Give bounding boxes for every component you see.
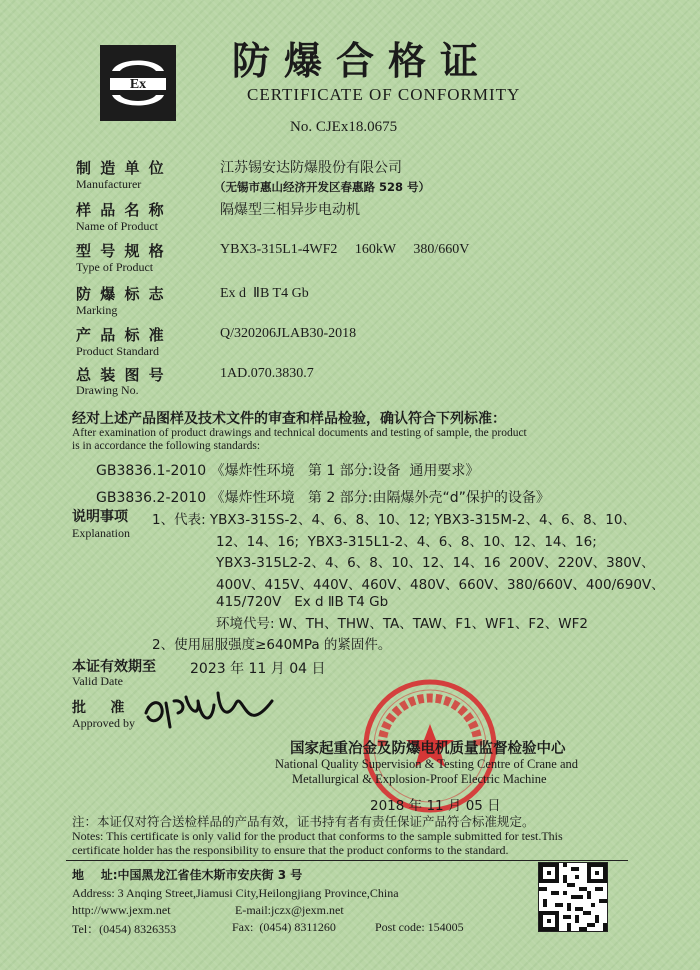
svg-text:Ex: Ex	[129, 77, 147, 92]
product-name-value: 隔爆型三相异步电动机	[220, 202, 360, 218]
valid-date-label-zh: 本证有效期至	[72, 659, 156, 675]
standard-item: GB3836.1-2010 《爆炸性环境 第 1 部分:设备 通用要求》	[96, 463, 480, 479]
product-type-label-en: Type of Product	[76, 260, 154, 274]
explanation-line: 2、使用屈服强度≥640MPa 的紧固件。	[152, 637, 392, 653]
certificate-title-zh: 防爆合格证	[232, 39, 493, 83]
explanation-line: YBX3-315L2-2、4、6、8、10、12、14、16 200V、220V、380V、	[216, 555, 655, 571]
product-type-value: YBX3-315L1-4WF2 160kW 380/660V	[220, 242, 470, 257]
examination-statement-en-1: After examination of product drawings and technical documents and testing of sample, the product	[72, 427, 527, 439]
valid-date-value: 2023 年 11 月 04 日	[190, 661, 326, 677]
examination-statement-zh: 经对上述产品图样及技术文件的审查和样品检验，确认符合下列标准：	[72, 411, 506, 427]
issuer-name-en-1: National Quality Supervision & Testing Centre of Crane and	[275, 757, 579, 771]
marking-label-zh: 防 爆 标 志	[76, 285, 166, 303]
explanation-label-en: Explanation	[72, 526, 130, 540]
manufacturer-value: 江苏锡安达防爆股份有限公司	[220, 160, 402, 176]
ex-logo-icon	[100, 45, 176, 121]
examination-statement-en-2: is in accordance the following standards:	[72, 440, 261, 452]
manufacturer-label-zh: 制 造 单 位	[76, 159, 166, 177]
handwritten-signature	[140, 683, 280, 733]
product-standard-label-zh: 产 品 标 准	[76, 326, 166, 344]
notes-en-2: certificate holder has the responsibility to ensure that the product conforms to the standard.	[72, 843, 509, 857]
postcode: Post code: 154005	[375, 920, 464, 934]
fax: Fax: (0454) 8311260	[232, 920, 336, 934]
explanation-line: 环境代号: W、TH、THW、TA、TAW、F1、WF1、F2、WF2	[216, 616, 588, 632]
product-name-label-en: Name of Product	[76, 219, 158, 233]
issuer-name-en-2: Metallurgical & Explosion-Proof Electric Machine	[292, 772, 547, 786]
certificate-title-en: CERTIFICATE OF CONFORMITY	[247, 85, 521, 104]
drawing-no-label-zh: 总 装 图 号	[76, 366, 166, 384]
product-type-label-zh: 型 号 规 格	[76, 242, 166, 260]
footer-divider	[66, 860, 628, 861]
explanation-line: 400V、415V、440V、460V、480V、660V、380/660V、400/690V、	[216, 577, 665, 593]
manufacturer-address: （无锡市惠山经济开发区春惠路 528 号）	[214, 180, 431, 194]
drawing-no-label-en: Drawing No.	[76, 383, 139, 397]
explanation-line: 1、代表: YBX3-315S-2、4、6、8、10、12; YBX3-315M-2、4、6、8、10、	[152, 512, 636, 528]
certificate-number: No. CJEx18.0675	[290, 119, 398, 135]
marking-value: Ex d ⅡB T4 Gb	[220, 286, 309, 301]
product-name-label-zh: 样 品 名 称	[76, 201, 166, 219]
notes-en-1: Notes: This certificate is only valid for the product that conforms to the sample submitted for test.This	[72, 829, 563, 843]
product-standard-label-en: Product Standard	[76, 344, 159, 358]
approved-label-en: Approved by	[72, 716, 135, 730]
telephone: Tel：(0454) 8326353	[72, 922, 177, 936]
product-standard-value: Q/320206JLAB30-2018	[220, 326, 357, 341]
address-zh: 地 址:中国黑龙江省佳木斯市安庆街 3 号	[72, 868, 303, 882]
address-en: Address: 3 Anqing Street,Jiamusi City,Heilongjiang Province,China	[72, 886, 399, 900]
email-link[interactable]: E-mail:jczx@jexm.net	[235, 903, 344, 917]
approved-label-zh: 批 准	[72, 700, 125, 716]
qr-code-icon	[538, 862, 608, 932]
drawing-no-value: 1AD.070.3830.7	[220, 366, 314, 381]
explanation-label-zh: 说明事项	[72, 509, 128, 525]
notes-zh: 注：本证仅对符合送检样品的产品有效，证书持有者有责任保证产品符合标准规定。	[72, 814, 535, 829]
website-link[interactable]: http://www.jexm.net	[72, 903, 171, 917]
standard-item: GB3836.2-2010 《爆炸性环境 第 2 部分:由隔爆外壳“d”保护的设备》	[96, 490, 550, 506]
explanation-line: 12、14、16; YBX3-315L1-2、4、6、8、10、12、14、16;	[216, 534, 597, 550]
marking-label-en: Marking	[76, 303, 118, 317]
issue-date: 2018 年 11 月 05 日	[370, 798, 501, 814]
valid-date-label-en: Valid Date	[72, 674, 123, 688]
manufacturer-label-en: Manufacturer	[76, 177, 142, 191]
explanation-line: 415/720V Ex d ⅡB T4 Gb	[216, 594, 389, 610]
issuer-name-zh: 国家起重冶金及防爆电机质量监督检验中心	[290, 741, 566, 757]
